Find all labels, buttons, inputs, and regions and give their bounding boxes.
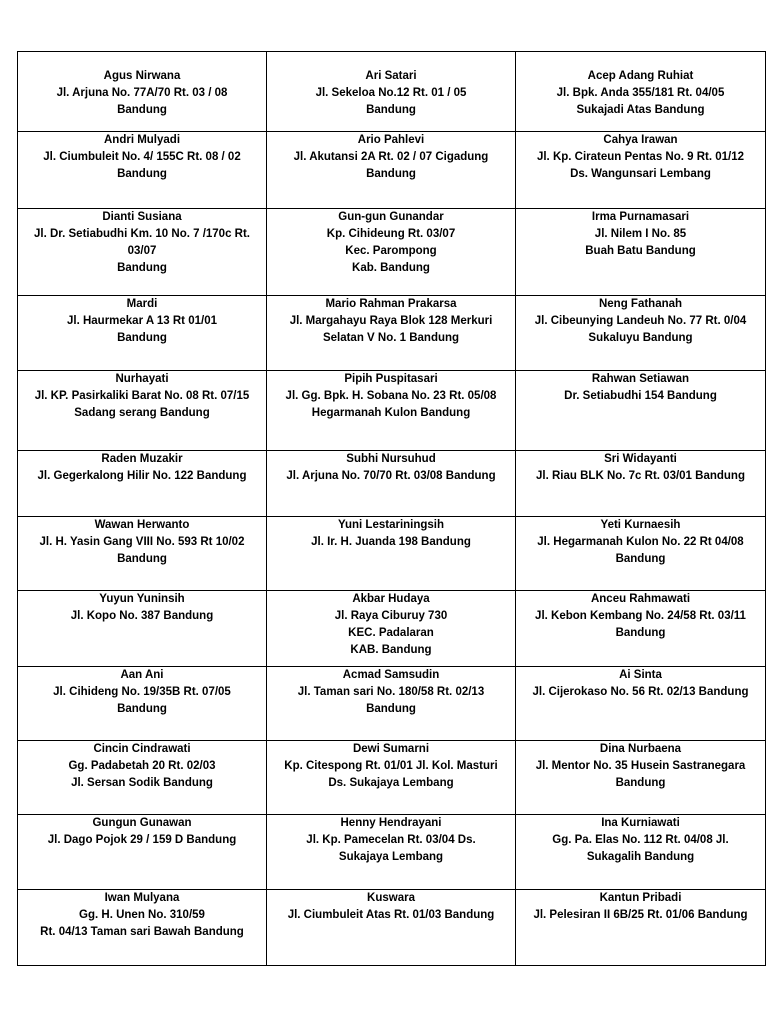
address-label <box>18 209 267 296</box>
address-label <box>516 451 766 517</box>
recipient-address: Jl. Bpk. Anda 355/181 Rt. 04/05 Sukajadi Atas Bandung <box>556 87 725 116</box>
recipient-address: Kp. Cihideung Rt. 03/07 Kec. Parompong Kab. Bandung <box>326 228 456 274</box>
label-row <box>18 132 766 209</box>
recipient-name: Pipih Puspitasari <box>344 373 438 385</box>
address-label <box>18 52 267 132</box>
address-label <box>516 371 766 451</box>
recipient-address: Jl. Raya Ciburuy 730 KEC. Padalaran KAB. Bandung <box>334 610 448 656</box>
recipient-name: Irma Purnamasari <box>591 211 690 223</box>
recipient-name: Yeti Kurnaesih <box>600 519 681 531</box>
label-row <box>18 296 766 371</box>
recipient-address: Jl. Pelesiran II 6B/25 Rt. 01/06 Bandung <box>533 909 748 921</box>
recipient-name: Aan Ani <box>120 669 164 681</box>
recipient-name: Dianti Susiana <box>102 211 182 223</box>
label-row <box>18 371 766 451</box>
recipient-name: Ario Pahlevi <box>357 134 425 146</box>
address-label <box>267 451 516 517</box>
label-row <box>18 890 766 966</box>
address-label <box>267 296 516 371</box>
label-row <box>18 815 766 890</box>
recipient-address: Jl. Sekeloa No.12 Rt. 01 / 05 Bandung <box>315 87 467 116</box>
address-label <box>267 815 516 890</box>
recipient-address: Jl. Ciumbuleit Atas Rt. 01/03 Bandung <box>287 909 495 921</box>
recipient-address: Jl. Cibeunying Landeuh No. 77 Rt. 0/04 Sukaluyu Bandung <box>534 315 747 344</box>
label-row <box>18 209 766 296</box>
recipient-address: Jl. Kp. Cirateun Pentas No. 9 Rt. 01/12 Ds. Wangunsari Lembang <box>536 151 745 180</box>
address-label-table-body <box>18 52 766 966</box>
recipient-address: Jl. Ciumbuleit No. 4/ 155C Rt. 08 / 02 Bandung <box>43 151 241 180</box>
recipient-name: Iwan Mulyana <box>104 892 180 904</box>
recipient-name: Acmad Samsudin <box>342 669 440 681</box>
address-label <box>267 667 516 741</box>
address-label <box>516 890 766 966</box>
recipient-name: Kantun Pribadi <box>599 892 682 904</box>
recipient-name: Nurhayati <box>115 373 169 385</box>
recipient-name: Kuswara <box>367 892 415 904</box>
address-label <box>516 296 766 371</box>
address-label <box>267 591 516 667</box>
recipient-address: Jl. Arjuna No. 77A/70 Rt. 03 / 08 Bandung <box>56 87 228 116</box>
recipient-name: Raden Muzakir <box>101 453 183 465</box>
address-label <box>516 591 766 667</box>
address-label <box>267 890 516 966</box>
address-label <box>516 517 766 591</box>
recipient-address: Kp. Citespong Rt. 01/01 Jl. Kol. Masturi Ds. Sukajaya Lembang <box>284 760 498 789</box>
recipient-address: Jl. Cijerokaso No. 56 Rt. 02/13 Bandung <box>532 686 749 698</box>
label-row <box>18 52 766 132</box>
recipient-address: Gg. H. Unen No. 310/59 Rt. 04/13 Taman sari Bawah Bandung <box>40 909 244 938</box>
address-label <box>516 741 766 815</box>
address-label <box>516 815 766 890</box>
address-label <box>18 667 267 741</box>
recipient-name: Mario Rahman Prakarsa <box>325 298 457 310</box>
recipient-address: Jl. Hegarmanah Kulon No. 22 Rt 04/08 Bandung <box>537 536 744 565</box>
recipient-name: Rahwan Setiawan <box>591 373 690 385</box>
address-label <box>267 741 516 815</box>
recipient-name: Ari Satari <box>365 70 417 82</box>
label-row <box>18 517 766 591</box>
address-label <box>18 451 267 517</box>
recipient-name: Yuni Lestariningsih <box>337 519 445 531</box>
recipient-address: Jl. Arjuna No. 70/70 Rt. 03/08 Bandung <box>286 470 496 482</box>
recipient-address: Jl. Dago Pojok 29 / 159 D Bandung <box>47 834 237 846</box>
recipient-address: Jl. Akutansi 2A Rt. 02 / 07 Cigadung Bandung <box>293 151 489 180</box>
recipient-address: Jl. Nilem I No. 85 Buah Batu Bandung <box>585 228 696 257</box>
label-row <box>18 591 766 667</box>
recipient-name: Mardi <box>126 298 158 310</box>
recipient-address: Gg. Padabetah 20 Rt. 02/03 Jl. Sersan Sodik Bandung <box>68 760 216 789</box>
recipient-name: Agus Nirwana <box>103 70 181 82</box>
address-label <box>18 815 267 890</box>
recipient-name: Acep Adang Ruhiat <box>587 70 694 82</box>
label-row <box>18 667 766 741</box>
recipient-name: Dewi Sumarni <box>352 743 430 755</box>
recipient-address: Jl. KP. Pasirkaliki Barat No. 08 Rt. 07/15 Sadang serang Bandung <box>34 390 250 419</box>
address-label <box>267 517 516 591</box>
recipient-address: Jl. Kebon Kembang No. 24/58 Rt. 03/11 Bandung <box>535 610 746 639</box>
recipient-name: Yuyun Yuninsih <box>99 593 185 605</box>
address-label <box>18 890 267 966</box>
address-label <box>267 52 516 132</box>
recipient-name: Cahya Irawan <box>603 134 678 146</box>
recipient-name: Andri Mulyadi <box>103 134 181 146</box>
address-label <box>18 296 267 371</box>
address-label <box>18 371 267 451</box>
recipient-address: Jl. Haurmekar A 13 Rt 01/01 Bandung <box>66 315 217 344</box>
address-label <box>267 371 516 451</box>
address-label <box>267 209 516 296</box>
recipient-address: Jl. Mentor No. 35 Husein Sastranegara Bandung <box>535 760 746 789</box>
address-label <box>516 52 766 132</box>
address-label <box>516 132 766 209</box>
label-row <box>18 741 766 815</box>
address-label <box>516 667 766 741</box>
recipient-address: Jl. Taman sari No. 180/58 Rt. 02/13 Bandung <box>297 686 485 715</box>
recipient-address: Jl. H. Yasin Gang VIII No. 593 Rt 10/02 Bandung <box>39 536 245 565</box>
address-label <box>18 517 267 591</box>
recipient-name: Wawan Herwanto <box>94 519 190 531</box>
label-row <box>18 451 766 517</box>
recipient-address: Dr. Setiabudhi 154 Bandung <box>564 390 717 402</box>
recipient-address: Jl. Dr. Setiabudhi Km. 10 No. 7 /170c Rt. 03/07 Bandung <box>33 228 250 274</box>
recipient-name: Akbar Hudaya <box>352 593 430 605</box>
address-label <box>18 591 267 667</box>
recipient-name: Henny Hendrayani <box>340 817 442 829</box>
recipient-address: Jl. Cihideng No. 19/35B Rt. 07/05 Bandung <box>53 686 231 715</box>
address-label <box>18 741 267 815</box>
recipient-name: Neng Fathanah <box>598 298 683 310</box>
address-label <box>516 209 766 296</box>
recipient-name: Dina Nurbaena <box>599 743 682 755</box>
recipient-address: Jl. Gegerkalong Hilir No. 122 Bandung <box>37 470 247 482</box>
recipient-address: Jl. Margahayu Raya Blok 128 Merkuri Selatan V No. 1 Bandung <box>289 315 493 344</box>
recipient-name: Anceu Rahmawati <box>590 593 691 605</box>
address-label-table <box>17 51 766 966</box>
address-label <box>267 132 516 209</box>
recipient-name: Ai Sinta <box>619 669 662 681</box>
recipient-address: Jl. Ir. H. Juanda 198 Bandung <box>311 536 471 548</box>
recipient-name: Ina Kurniawati <box>601 817 680 829</box>
recipient-address: Jl. Kopo No. 387 Bandung <box>70 610 214 622</box>
recipient-name: Subhi Nursuhud <box>346 453 436 465</box>
recipient-name: Cincin Cindrawati <box>93 743 191 755</box>
recipient-name: Gungun Gunawan <box>92 817 192 829</box>
recipient-address: Jl. Kp. Pamecelan Rt. 03/04 Ds. Sukajaya Lembang <box>306 834 476 863</box>
recipient-address: Jl. Riau BLK No. 7c Rt. 03/01 Bandung <box>536 470 745 482</box>
recipient-name: Gun-gun Gunandar <box>338 211 444 223</box>
recipient-address: Jl. Gg. Bpk. H. Sobana No. 23 Rt. 05/08 Hegarmanah Kulon Bandung <box>285 390 497 419</box>
recipient-address: Gg. Pa. Elas No. 112 Rt. 04/08 Jl. Sukagalih Bandung <box>552 834 729 863</box>
recipient-name: Sri Widayanti <box>604 453 677 465</box>
address-label <box>18 132 267 209</box>
